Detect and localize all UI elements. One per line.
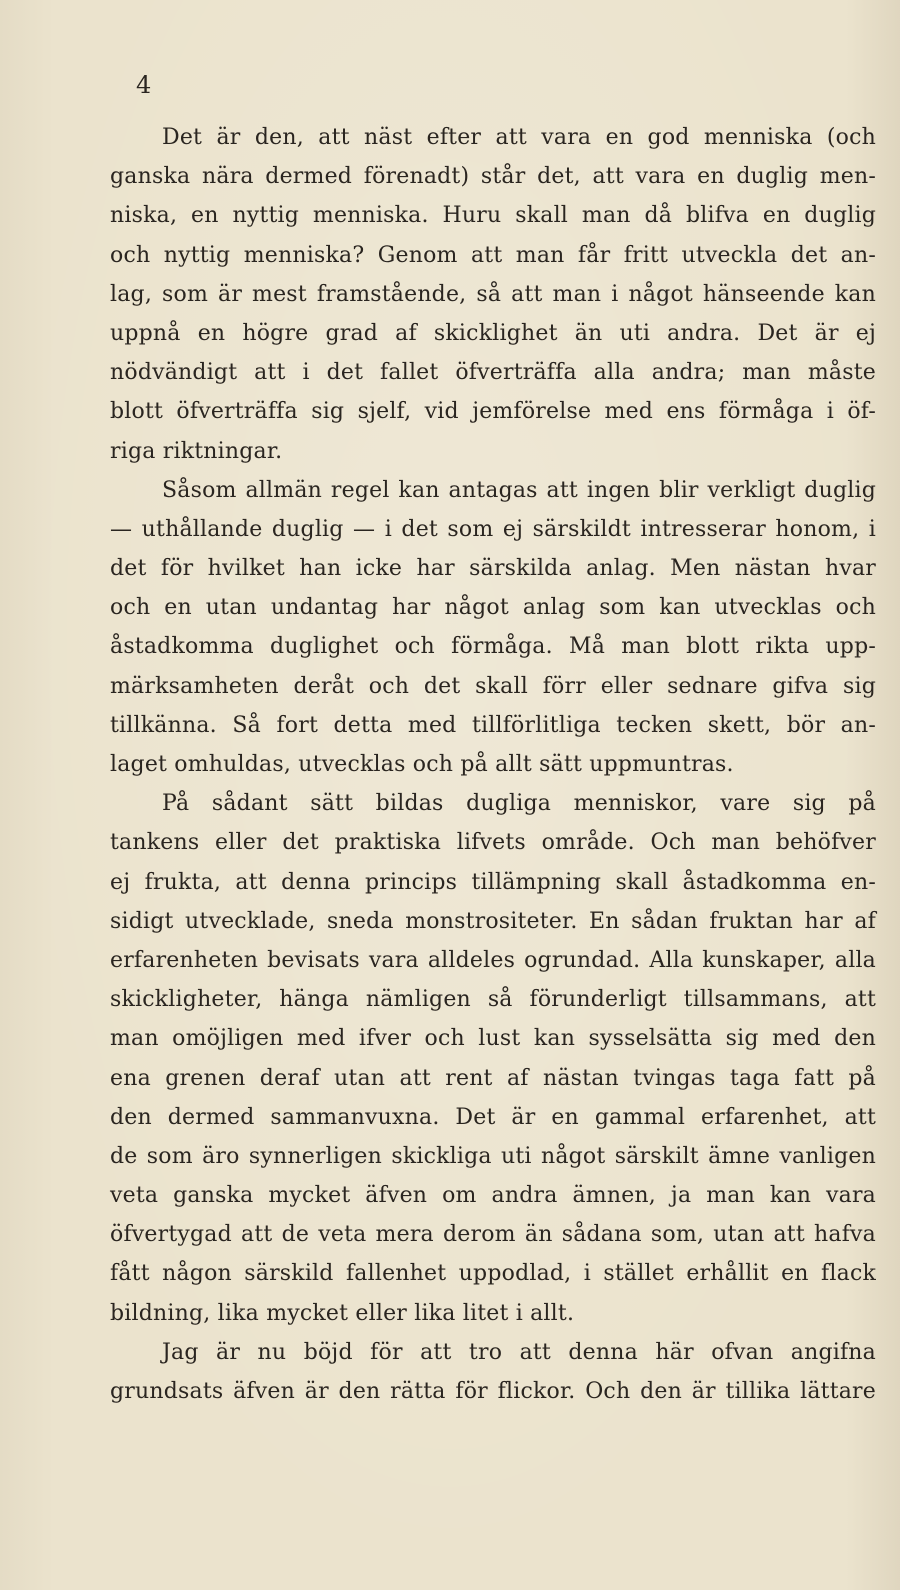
text-line: veta ganska mycket äfven om andra ämnen, ja man kan vara xyxy=(110,1183,876,1209)
text-line: riga riktningar. xyxy=(110,438,283,464)
text-line: tankens eller det praktiska lifvets område. Och man behöfver xyxy=(110,830,876,856)
text-line: märksamheten deråt och det skall förr eller sednare gifva sig xyxy=(110,673,876,699)
text-line: grundsats äfven är den rätta för flickor. Och den är tillika lättare xyxy=(110,1379,876,1404)
text-line: och nyttig menniska? Genom att man får fritt utveckla det an- xyxy=(110,242,876,268)
text-line: bildning, lika mycket eller lika litet i allt. xyxy=(110,1300,575,1326)
text-line: man omöjligen med ifver och lust kan sysselsätta sig med den xyxy=(110,1026,876,1052)
text-line: de som äro synnerligen skickliga uti något särskilt ämne vanligen xyxy=(110,1143,876,1169)
text-line: Det är den, att näst efter att vara en god menniska (och xyxy=(162,125,876,150)
text-line: öfvertygad att de veta mera derom än sådana som, utan att hafva xyxy=(110,1222,876,1248)
text-line: och en utan undantag har något anlag som kan utvecklas och xyxy=(110,595,876,621)
text-line: tillkänna. Så fort detta med tillförlitliga tecken skett, bör an- xyxy=(110,712,876,738)
text-line: nödvändigt att i det fallet öfverträffa alla andra; man måste xyxy=(110,360,876,386)
text-line: blott öfverträffa sig sjelf, vid jemförelse med ens förmåga i öf- xyxy=(110,399,876,425)
text-line: det för hvilket han icke har särskilda anlag. Men nästan hvar xyxy=(110,556,876,582)
text-line: skickligheter, hänga nämligen så förunderligt tillsammans, att xyxy=(110,987,876,1013)
text-line: åstadkomma duglighet och förmåga. Må man blott rikta upp- xyxy=(110,634,876,660)
text-line: Såsom allmän regel kan antagas att ingen blir verkligt duglig xyxy=(162,477,876,503)
text-line: Jag är nu böjd för att tro att denna här ofvan angifna xyxy=(162,1339,876,1365)
text-line: ganska nära dermed förenadt) står det, att vara en duglig men- xyxy=(110,164,876,190)
text-line: fått någon särskild fallenhet uppodlad, i stället erhållit en flack xyxy=(110,1261,876,1287)
text-line: uppnå en högre grad af skicklighet än uti andra. Det är ej xyxy=(110,320,876,346)
text-line: laget omhuldas, utvecklas och på allt sätt uppmuntras. xyxy=(110,752,734,777)
text-line: ej frukta, att denna princips tillämpning skall åstadkomma en- xyxy=(110,869,876,895)
page-number: 4 xyxy=(136,71,152,99)
text-line: sidigt utvecklade, sneda monstrositeter. En sådan fruktan har af xyxy=(110,908,876,934)
text-line: — uthållande duglig — i det som ej särskildt intresserar honom, i xyxy=(110,516,876,542)
text-line: erfarenheten bevisats vara alldeles ogrundad. Alla kunskaper, alla xyxy=(110,947,876,973)
text-line: ena grenen deraf utan att rent af nästan tvingas taga fatt på xyxy=(110,1065,876,1091)
body-text xyxy=(110,118,876,1411)
text-line: På sådant sätt bildas dugliga menniskor, vare sig på xyxy=(162,791,876,817)
text-line: lag, som är mest framstående, så att man i något hänseende kan xyxy=(110,281,876,307)
text-line: den dermed sammanvuxna. Det är en gammal erfarenhet, att xyxy=(110,1104,876,1130)
text-line: niska, en nyttig menniska. Huru skall man då blifva en duglig xyxy=(110,203,876,229)
